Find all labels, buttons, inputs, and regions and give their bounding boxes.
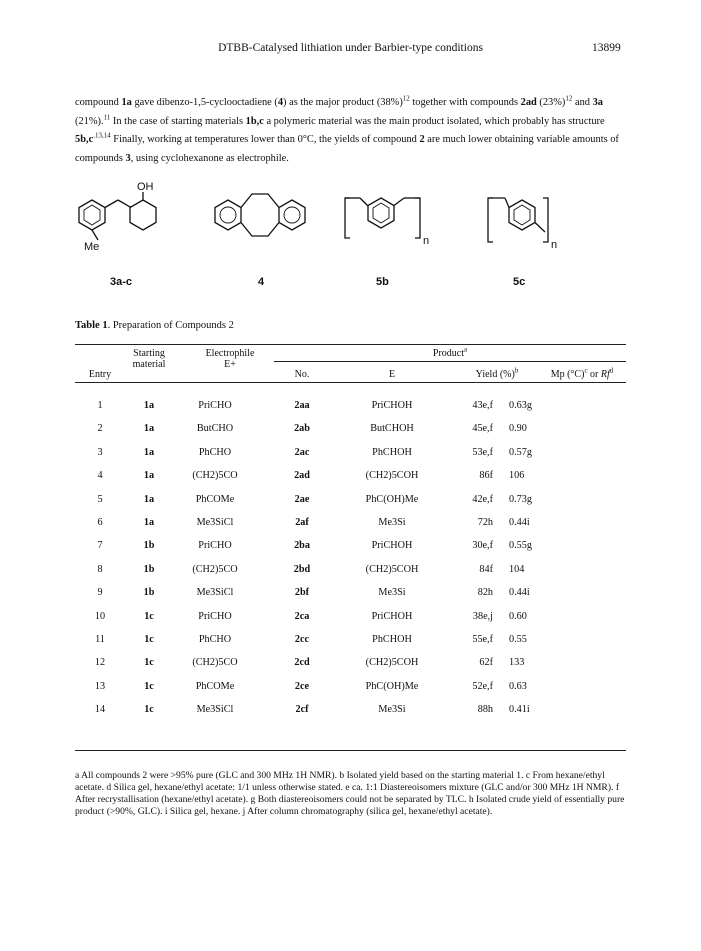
cell-el: (CH2)5CO [192,470,238,482]
cell-no: 2ac [294,446,310,458]
entry-header: Entry [88,369,112,380]
structure-4-drawing [215,194,305,236]
cell-no: 2bf [294,587,310,599]
n-label-5c: n [551,239,558,251]
cell-e: PriCHOH [371,400,413,411]
cell-e: Me3Si [378,704,406,716]
cell-yield: 72h [477,517,493,528]
cell-el: PhCHO [198,634,232,645]
label-3a-c: 3a-c [110,276,133,288]
e-header: E [388,369,396,380]
cell-entry: 3 [97,446,103,458]
table-row [75,540,626,562]
cell-e: PhCHOH [372,446,412,458]
cell-entry: 11 [95,634,105,645]
table-top-rule [75,344,626,345]
cell-el: PhCOMe [195,680,235,692]
cell-yield: 55e,f [472,634,493,645]
table-footnotes: a All compounds 2 were >95% pure (GLC and 300 MHz 1H NMR). b Isolated yield based on the starting material 1. c From hexane/ethyl acetate. d Silica gel, hexane/ethyl acetate: 1/1 unless otherwise stated. e ca. 1:1 Diastereoisomers mixture (GLC and/or 300 MHz 1H NMR). f After recrystallisation (hexane/ethyl acetate). g Both diastereoisomers could not be separated by TLC. h Isolated crude yield of essentially pure product (>90%, GLC). i Silica gel, hexane. j After column chromatography (silica gel, hexane/ethyl acetate). [75,770,625,817]
cell-mp: 0.90 [509,423,527,435]
cell-yield: 62f [479,657,493,669]
cell-no: 2cd [294,657,310,669]
cell-yield: 86f [479,470,493,482]
structure-5b-drawing [345,198,420,238]
cell-sm: 1c [144,610,154,622]
cell-no: 2aa [294,400,310,411]
cell-el: Me3SiCl [196,517,234,528]
cell-no: 2cc [294,634,310,645]
cell-sm: 1c [144,704,154,716]
mp-header: Mp $(^\circ C)^c$ or Rf$^d$ [550,366,614,380]
cell-sm: 1a [143,400,155,411]
structure-3a-c-drawing [79,192,156,240]
cell-entry: 4 [97,470,103,482]
cell-entry: 5 [97,493,103,505]
cell-e: (CH2)5COH [365,563,419,575]
table-row [75,447,626,469]
table-row [75,634,626,656]
cell-el: PriCHO [198,540,232,552]
cell-mp: 0.44i [509,517,530,528]
cell-entry: 9 [97,587,103,599]
cell-sm: 1b [143,540,155,552]
cell-sm: 1a [143,493,155,505]
cell-el: PhCHO [198,446,232,458]
table-row [75,517,626,539]
cell-e: (CH2)5COH [365,657,419,669]
table-row [75,587,626,609]
cell-mp: 0.41i [509,704,530,716]
cell-entry: 2 [97,423,103,435]
cell-el: PriCHO [198,610,232,622]
cell-no: 2bd [293,563,311,575]
cell-e: Me3Si [378,517,406,528]
cell-sm: 1b [143,587,155,599]
cell-yield: 30e,f [472,540,493,552]
cell-el: (CH2)5CO [192,563,238,575]
cell-yield: 82h [477,587,493,599]
cell-yield: 53e,f [472,446,493,458]
table-row [75,400,626,422]
cell-entry: 6 [97,517,103,528]
cell-e: PhCHOH [372,634,412,645]
cell-el: Me3SiCl [196,587,234,599]
cell-mp: 0.55g [509,540,532,552]
cell-e: PhC(OH)Me [365,493,419,505]
cell-yield: 88h [477,704,493,716]
cell-el: Me3SiCl [196,704,234,716]
cell-mp: 0.60 [509,610,527,622]
page-number: 13899 [592,42,621,54]
cell-no: 2ba [294,540,310,552]
cell-sm: 1a [143,470,155,482]
cell-entry: 13 [94,680,106,692]
cell-mp: 104 [509,563,525,575]
structure-5c-drawing [488,198,548,242]
label-5c: 5c [513,276,526,288]
cell-sm: 1c [144,680,154,692]
cell-e: PriCHOH [371,610,413,622]
table-row [75,681,626,703]
cell-entry: 14 [94,704,106,716]
cell-e: (CH2)5COH [365,470,419,482]
product-rule [274,361,626,362]
cell-no: 2ca [294,610,310,622]
cell-entry: 8 [97,563,103,575]
cell-yield: 38e,j [472,610,493,622]
product-header: Product$^a$ [432,345,468,359]
n-label-5b: n [423,235,430,247]
electrophile-header: Electrophile E+ [205,348,255,370]
label-4: 4 [258,276,265,288]
table-row [75,611,626,633]
cell-mp: 106 [509,470,525,482]
table-row [75,657,626,679]
cell-sm: 1c [144,634,154,645]
cell-sm: 1b [143,563,155,575]
body-paragraph: compound 1a gave dibenzo-1,5-cyclooctadiene (4) as the major product $(38\%)^{12}$ together with compounds 2ad $(23\%)^{12}$ and 3a (21%).$^{11}$ In the case of starting materials 1b,c a polymeric material was the main product isolated, which probably has structure $5b,c^{.13,14}$ Finally, working at temperatures lower than 0°C, the yields of compound 2 are much lower obtaining variable amounts of compounds 3, using cyclohexanone as electrophile. [75,94,619,164]
cell-mp: 0.63 [509,680,527,692]
cell-yield: 45e,f [472,423,493,435]
cell-yield: 84f [479,563,493,575]
cell-mp: 0.63g [509,400,532,411]
table-row [75,564,626,586]
cell-no: 2ce [294,680,310,692]
cell-entry: 12 [94,657,106,669]
cell-entry: 7 [97,540,103,552]
table-row [75,470,626,492]
cell-e: PhC(OH)Me [365,680,419,692]
cell-no: 2af [295,517,309,528]
cell-sm: 1a [143,446,155,458]
cell-no: 2ab [294,423,310,435]
starting-material-header: Starting material [132,348,166,370]
cell-e: PriCHOH [371,540,413,552]
cell-yield: 43e,f [472,400,493,411]
cell-sm: 1a [143,423,155,435]
table-row [75,423,626,445]
cell-mp: 0.73g [509,493,532,505]
cell-yield: 52e,f [472,680,493,692]
cell-no: 2ad [294,470,310,482]
cell-no: 2cf [295,704,309,716]
cell-entry: 1 [97,400,103,411]
cell-el: ButCHO [196,423,234,435]
oh-label: OH [137,181,154,193]
cell-e: ButCHOH [370,423,414,435]
cell-mp: 0.57g [509,446,532,458]
yield-header: Yield (%)$^b$ [475,366,519,380]
table-header-rule [75,382,626,383]
cell-no: 2ae [294,493,310,505]
cell-yield: 42e,f [472,493,493,505]
cell-mp: 133 [509,657,525,669]
cell-el: (CH2)5CO [192,657,238,669]
table-caption: Table 1. Preparation of Compounds 2 [75,320,234,331]
me-label: Me [84,241,100,253]
label-5b: 5b [376,276,389,288]
cell-entry: 10 [94,610,106,622]
table-bottom-rule [75,750,626,751]
chemical-structures [0,0,701,300]
table-row [75,704,626,726]
running-title: DTBB-Catalysed lithiation under Barbier-type conditions [218,42,483,54]
table-row [75,494,626,516]
no-header: No. [294,369,310,380]
cell-el: PhCOMe [195,493,235,505]
cell-sm: 1a [143,517,155,528]
cell-e: Me3Si [378,587,406,599]
cell-mp: 0.44i [509,587,530,599]
cell-mp: 0.55 [509,634,527,645]
cell-sm: 1c [144,657,154,669]
cell-el: PriCHO [198,400,232,411]
